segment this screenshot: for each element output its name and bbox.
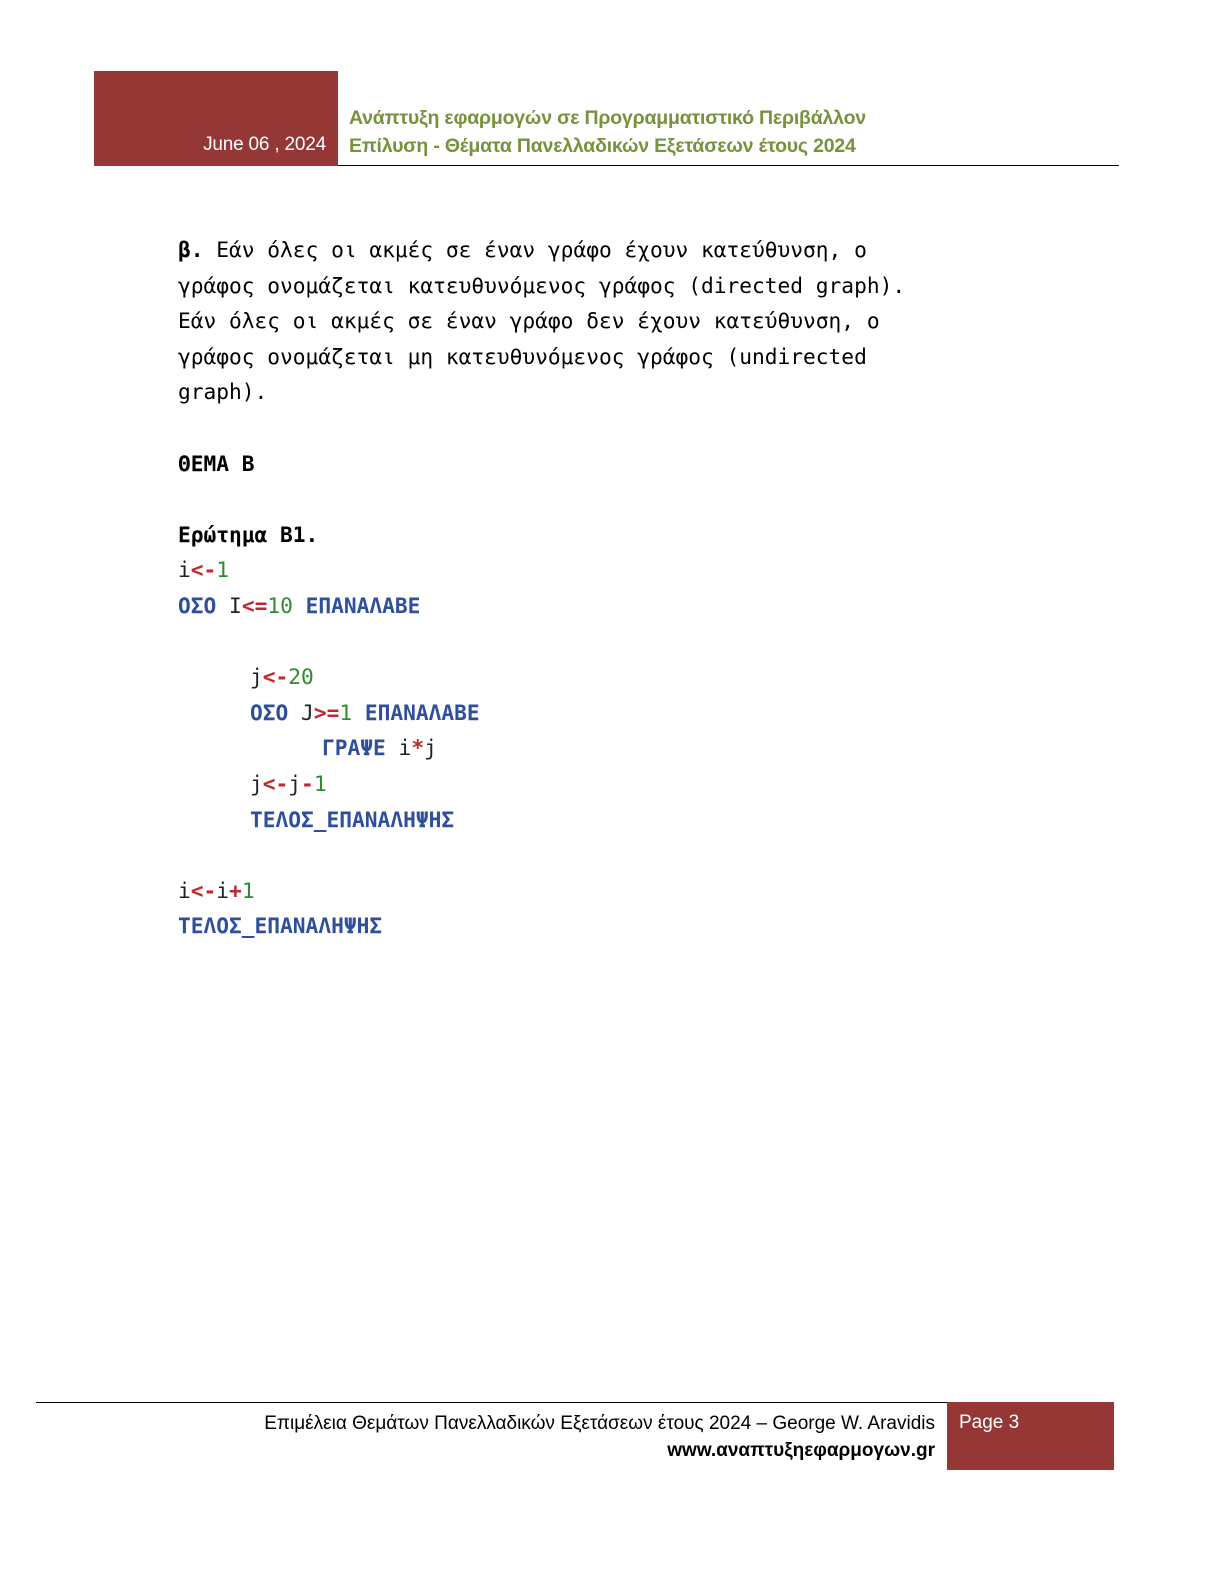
footer-page-box xyxy=(947,1402,1114,1470)
code-number: 1 xyxy=(241,877,255,903)
code-number: 1 xyxy=(216,557,230,583)
code-line xyxy=(178,730,1038,766)
code-number: 1 xyxy=(313,770,327,796)
code-keyword: ΕΠΑΝΑΛΑΒΕ xyxy=(364,699,480,725)
code-variable: j xyxy=(288,770,302,796)
code-operator: - xyxy=(301,770,314,796)
code-keyword: ΤΕΛΟΣ_ΕΠΑΝΑΛΗΨΗΣ xyxy=(250,806,455,832)
code-operator: >= xyxy=(313,699,340,725)
header-title-line1: Ανάπτυξη εφαρμογών σε Προγραμματιστικό Περιβάλλον xyxy=(349,107,866,129)
question-heading: Ερώτημα Β1. xyxy=(178,521,319,547)
code-number: 10 xyxy=(267,592,293,618)
section-heading: ΘΕΜΑ Β xyxy=(178,450,255,476)
code-keyword: ΕΠΑΝΑΛΑΒΕ xyxy=(305,592,421,618)
answer-line: Εάν όλες οι ακμές σε έναν γράφο έχουν κατεύθυνση, ο xyxy=(203,237,867,262)
code-operator: + xyxy=(229,877,242,903)
code-operator: <- xyxy=(262,664,289,690)
answer-label: β. xyxy=(178,237,204,262)
code-block xyxy=(178,552,1038,944)
answer-paragraph xyxy=(178,232,1038,268)
footer-divider xyxy=(36,1402,948,1403)
code-line xyxy=(178,766,1038,802)
code-variable: j xyxy=(250,664,263,690)
code-line xyxy=(178,873,1038,909)
header-divider xyxy=(338,165,1119,166)
code-variable: i xyxy=(178,557,191,583)
code-line xyxy=(178,552,1038,588)
code-keyword: ΟΣΟ xyxy=(250,699,289,725)
header-date-box xyxy=(94,71,338,166)
answer-line: Εάν όλες οι ακμές σε έναν γράφο δεν έχουν κατεύθυνση, ο xyxy=(178,308,880,334)
page-number: Page 3 xyxy=(959,1412,1020,1433)
code-operator: <- xyxy=(190,557,217,583)
spacer xyxy=(178,481,1038,517)
code-line xyxy=(178,695,1038,731)
code-variable: i xyxy=(398,735,412,761)
code-line xyxy=(178,659,1038,695)
code-operator: * xyxy=(411,735,425,761)
code-blank-line xyxy=(178,624,1038,660)
answer-line: γράφος ονομάζεται μη κατευθυνόμενος γράφος (undirected xyxy=(178,343,867,369)
footer-url: www.αναπτυξηεφαρμογων.gr xyxy=(667,1440,935,1461)
code-operator: <- xyxy=(262,770,289,796)
page-content xyxy=(178,232,1038,944)
code-variable: j xyxy=(424,735,437,761)
header-title-line2: Επίλυση - Θέματα Πανελλαδικών Εξετάσεων έτους 2024 xyxy=(349,135,856,157)
code-line xyxy=(178,588,1038,624)
code-operator: <= xyxy=(241,592,268,618)
code-keyword: ΓΡΑΨΕ xyxy=(322,735,386,761)
code-variable: i xyxy=(178,877,191,903)
code-variable: j xyxy=(250,770,263,796)
code-variable: I xyxy=(229,592,242,618)
header-titles xyxy=(349,104,866,160)
header-date: June 06 , 2024 xyxy=(203,134,326,155)
code-variable: J xyxy=(301,699,314,725)
code-line xyxy=(178,908,1038,944)
footer-credit: Επιμέλεια Θεμάτων Πανελλαδικών Εξετάσεων έτους 2024 – George W. Aravidis xyxy=(264,1413,935,1434)
code-number: 1 xyxy=(339,699,353,725)
code-keyword: ΟΣΟ xyxy=(178,592,217,618)
code-line xyxy=(178,802,1038,838)
spacer xyxy=(178,410,1038,446)
code-operator: <- xyxy=(190,877,217,903)
answer-line: graph). xyxy=(178,379,268,405)
answer-line: γράφος ονομάζεται κατευθυνόμενος γράφος (directed graph). xyxy=(178,272,906,298)
code-keyword: ΤΕΛΟΣ_ΕΠΑΝΑΛΗΨΗΣ xyxy=(178,913,383,939)
code-blank-line xyxy=(178,837,1038,873)
code-variable: i xyxy=(216,877,230,903)
code-number: 20 xyxy=(288,664,314,690)
footer-text xyxy=(264,1410,935,1464)
